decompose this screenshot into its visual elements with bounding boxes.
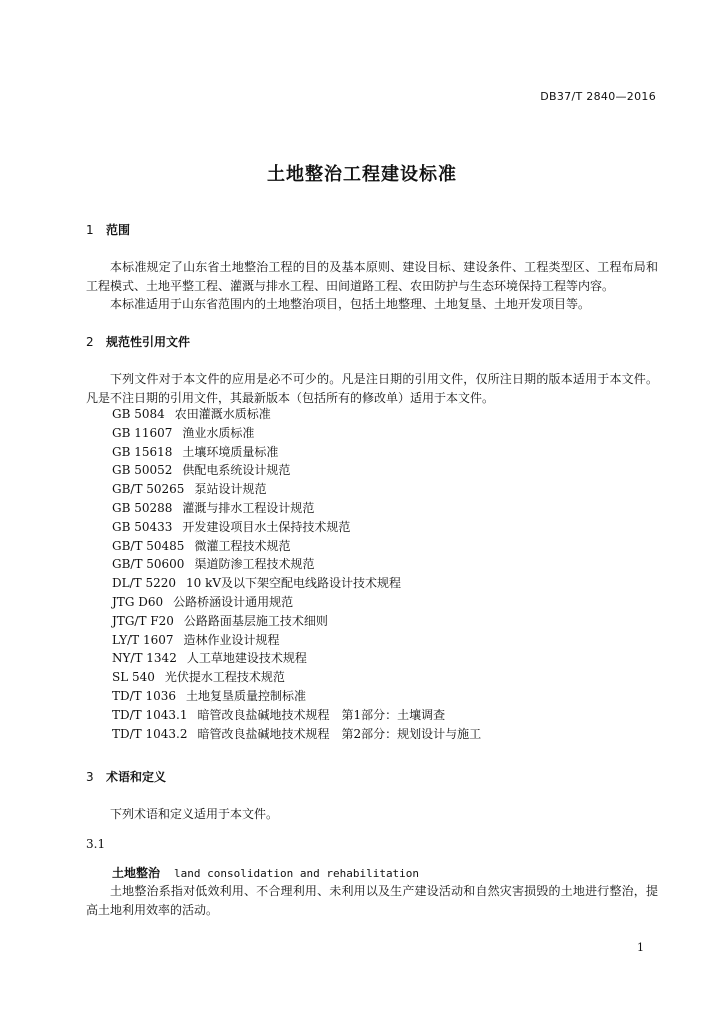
reference-title: 渠道防渗工程技术规范: [194, 557, 315, 572]
reference-title: 渔业水质标准: [182, 425, 255, 440]
reference-code: NY/T 1342: [112, 651, 177, 666]
reference-title: 开发建设项目水土保持技术规范: [182, 519, 351, 534]
reference-item: [112, 424, 481, 443]
reference-code: GB/T 50485: [112, 538, 185, 553]
section-heading-terms: [86, 768, 166, 785]
reference-code: JTG/T F20: [112, 613, 174, 628]
reference-code: GB/T 50265: [112, 482, 185, 497]
section-heading-normative-references: [86, 333, 190, 350]
term-english: land consolidation and rehabilitation: [174, 867, 420, 880]
reference-item: [112, 555, 481, 574]
reference-item: [112, 706, 481, 725]
reference-title: 微灌工程技术规范: [194, 538, 291, 553]
term-chinese: 土地整治: [112, 866, 161, 880]
reference-title: 供配电系统设计规范: [182, 463, 291, 478]
reference-title: 10 kV及以下架空配电线路设计技术规程: [186, 576, 402, 591]
reference-item: [112, 574, 481, 593]
reference-title: 公路桥涵设计通用规范: [173, 594, 294, 609]
reference-title: 光伏提水工程技术规范: [164, 670, 285, 685]
reference-item: [112, 461, 481, 480]
reference-title: 造林作业设计规程: [183, 632, 280, 647]
reference-code: TD/T 1043.1: [112, 707, 188, 722]
reference-title: 暗管改良盐碱地技术规程 第1部分：土壤调查: [197, 707, 446, 722]
reference-code: GB 50052: [112, 463, 173, 478]
reference-code: TD/T 1043.2: [112, 726, 188, 741]
reference-code: GB 15618: [112, 444, 173, 459]
reference-title: 农田灌溉水质标准: [174, 407, 271, 421]
reference-item: [112, 612, 481, 631]
reference-item: [112, 537, 481, 556]
reference-title: 人工草地建设技术规程: [186, 651, 307, 666]
section-title: 术语和定义: [106, 770, 167, 784]
term-definition: 土地整治系指对低效利用、不合理利用、未利用以及生产建设活动和自然灾害损毁的土地进行整治，提高土地利用效率的活动。: [86, 884, 658, 917]
reference-title: 土地复垦质量控制标准: [186, 688, 307, 703]
section-heading-scope: [86, 221, 130, 238]
term-number: 3.1: [86, 837, 106, 851]
reference-code: SL 540: [112, 670, 155, 685]
term-entry: [112, 864, 419, 881]
document-title: 土地整治工程建设标准: [267, 164, 457, 185]
reference-code: TD/T 1036: [112, 688, 177, 703]
reference-code: DL/T 5220: [112, 576, 176, 591]
reference-item: [112, 480, 481, 499]
normative-intro-paragraph: 下列文件对于本文件的应用是必不可少的。凡是注日期的引用文件，仅所注日期的版本适用于本文件。凡是不注日期的引用文件，其最新版本（包括所有的修改单）适用于本文件。: [86, 372, 658, 405]
scope-paragraph-1: 本标准规定了山东省土地整治工程的目的及基本原则、建设目标、建设条件、工程类型区、工程布局和工程模式、土地平整工程、灌溉与排水工程、田间道路工程、农田防护与生态环境保持工程等内容。: [86, 260, 658, 293]
reference-item: [112, 725, 481, 744]
reference-item: [112, 649, 481, 668]
reference-item: [112, 405, 481, 424]
reference-item: [112, 499, 481, 518]
page-number: 1: [637, 941, 644, 954]
section-number: 2: [86, 335, 94, 349]
reference-title: 灌溉与排水工程设计规范: [182, 500, 315, 515]
reference-item: [112, 443, 481, 462]
section-number: 3: [86, 770, 94, 784]
reference-title: 土壤环境质量标准: [182, 444, 279, 459]
standard-code: DB37/T 2840—2016: [540, 90, 656, 103]
reference-code: LY/T 1607: [112, 632, 174, 647]
reference-item: [112, 518, 481, 537]
reference-title: 暗管改良盐碱地技术规程 第2部分：规划设计与施工: [197, 726, 482, 741]
reference-item: [112, 687, 481, 706]
section-title: 范围: [106, 223, 131, 237]
reference-item: [112, 668, 481, 687]
reference-code: JTG D60: [112, 594, 164, 609]
scope-paragraph-2: 本标准适用于山东省范围内的土地整治项目，包括土地整理、土地复垦、土地开发项目等。: [110, 297, 591, 311]
reference-code: GB 50288: [112, 500, 173, 515]
reference-code: GB/T 50600: [112, 557, 185, 572]
reference-code: GB 5084: [112, 407, 165, 421]
reference-item: [112, 593, 481, 612]
reference-code: GB 11607: [112, 425, 173, 440]
reference-title: 公路路面基层施工技术细则: [183, 613, 328, 628]
reference-title: 泵站设计规范: [194, 482, 267, 497]
section-title: 规范性引用文件: [106, 335, 191, 349]
terms-intro-paragraph: 下列术语和定义适用于本文件。: [110, 807, 279, 821]
reference-list: [112, 405, 481, 743]
section-number: 1: [86, 223, 94, 237]
reference-code: GB 50433: [112, 519, 173, 534]
reference-item: [112, 631, 481, 650]
